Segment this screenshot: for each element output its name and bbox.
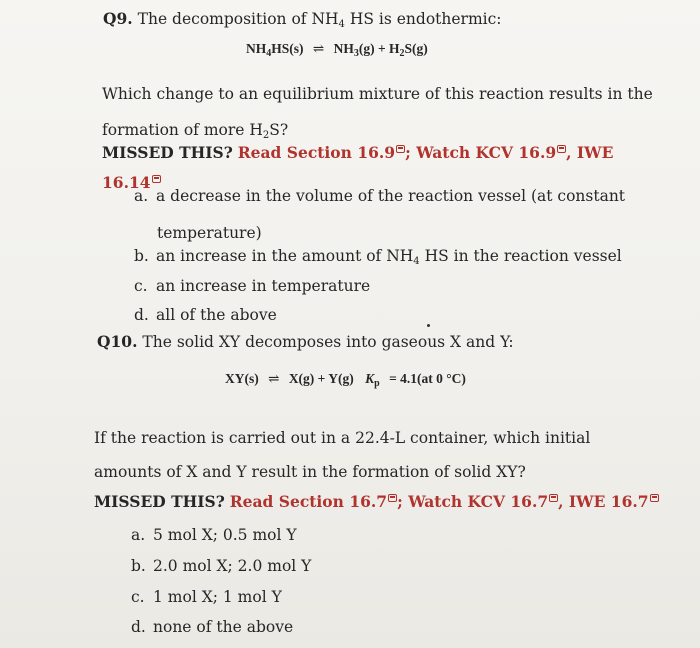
- q9-eq-product1-sub: 3: [353, 48, 359, 59]
- option-label: c.: [131, 588, 145, 606]
- q9-stem-text: The decomposition of NH: [137, 10, 339, 28]
- q9-stem: [103, 9, 502, 30]
- q10-missed-label: MISSED THIS?: [94, 492, 225, 511]
- q9-option-d: [134, 306, 277, 324]
- q10-eq-k-sub: p: [374, 378, 380, 389]
- q10-watch-link[interactable]: [397, 492, 558, 511]
- q9-missed-label: MISSED THIS?: [102, 143, 233, 162]
- q9-read-text: Read Section 16.9: [237, 143, 396, 162]
- option-text: 5 mol X; 0.5 mol Y: [153, 526, 297, 544]
- q10-missed-this: [94, 492, 659, 511]
- q9-equation: [246, 41, 428, 59]
- q9-option-a-cont: temperature): [157, 224, 262, 242]
- media-icon: [396, 145, 405, 153]
- q9-read-link[interactable]: [238, 143, 405, 162]
- q10-option-d: [131, 618, 293, 636]
- option-label: b.: [131, 557, 146, 575]
- q10-stem: [97, 332, 514, 351]
- q9-question-line2-start: formation of more H: [102, 121, 263, 139]
- q10-eq-k-value: = 4.1(at 0 °C): [389, 371, 466, 386]
- q9-question-line2-sub: 2: [262, 130, 270, 141]
- option-text: 1 mol X; 1 mol Y: [153, 588, 282, 606]
- media-icon: [650, 494, 659, 502]
- q10-watch-text: ; Watch KCV 16.7: [397, 492, 549, 511]
- q9-watch-link[interactable]: [405, 143, 566, 162]
- media-icon: [388, 494, 397, 502]
- option-label: d.: [131, 618, 146, 636]
- q10-eq-k: K: [365, 371, 375, 386]
- q9-eq-reactant: NH: [246, 41, 267, 56]
- q10-stem-text: The solid XY decomposes into gaseous X and Y:: [142, 333, 514, 351]
- option-text-end: HS in the reaction vessel: [424, 247, 622, 265]
- option-label: a.: [134, 187, 149, 205]
- option-text: an increase in temperature: [156, 277, 371, 295]
- option-text: all of the above: [156, 306, 277, 324]
- option-label: b.: [134, 247, 149, 265]
- q10-iwe-text: , IWE 16.7: [558, 492, 649, 511]
- q10-option-a: [131, 526, 297, 544]
- q9-eq-product1: NH: [333, 41, 354, 56]
- q9-option-a: [134, 187, 625, 205]
- option-text: an increase in the amount of NH: [156, 247, 414, 265]
- q9-eq-reactant-end: HS(s): [271, 41, 304, 56]
- q9-watch-text: ; Watch KCV 16.9: [405, 143, 557, 162]
- q9-eq-product1-end: (g) + H: [358, 41, 400, 56]
- q10-eq-products: X(g) + Y(g): [288, 371, 354, 386]
- option-sub: 4: [413, 256, 420, 267]
- q10-number: Q10.: [97, 332, 138, 351]
- q9-eq-product2-sub: 2: [399, 48, 405, 59]
- media-icon: [152, 175, 161, 183]
- option-label: a.: [131, 526, 146, 544]
- q9-question-line2: [102, 121, 288, 141]
- option-label: c.: [134, 277, 148, 295]
- q10-iwe-link[interactable]: [558, 492, 658, 511]
- q10-read-link[interactable]: [230, 492, 397, 511]
- q9-option-c: [134, 277, 370, 295]
- q9-stem-end: HS is endothermic:: [349, 10, 502, 28]
- equilibrium-arrow: ⇌: [268, 371, 280, 386]
- q9-number: Q9.: [103, 9, 133, 28]
- media-icon: [549, 494, 558, 502]
- q9-stem-sub: 4: [338, 19, 345, 30]
- q9-missed-this: [102, 143, 613, 162]
- q9-question-line2-end: S?: [269, 121, 289, 139]
- q9-iwe-num: 16.14: [102, 173, 151, 192]
- option-text: 2.0 mol X; 2.0 mol Y: [153, 557, 312, 575]
- q9-iwe-link[interactable]: , IWE: [566, 143, 614, 162]
- equilibrium-arrow: ⇌: [312, 41, 325, 56]
- q9-question-line1: Which change to an equilibrium mixture of this reaction results in the: [102, 85, 653, 103]
- q9-option-b: [134, 247, 622, 267]
- option-text: a decrease in the volume of the reaction vessel (at constant: [156, 187, 626, 205]
- media-icon: [557, 145, 566, 153]
- option-label: d.: [134, 306, 149, 324]
- q10-read-text: Read Section 16.7: [229, 492, 388, 511]
- q10-option-b: [131, 557, 311, 575]
- q9-eq-reactant-sub: 4: [266, 48, 272, 59]
- q10-question-line1: If the reaction is carried out in a 22.4-L container, which initial: [94, 429, 591, 447]
- q10-question-line2: amounts of X and Y result in the formation of solid XY?: [94, 463, 526, 481]
- q9-eq-product2-end: S(g): [404, 41, 428, 56]
- q10-equation: [225, 371, 466, 389]
- speck: [427, 324, 430, 327]
- q10-eq-reactant: XY(s): [225, 371, 259, 386]
- option-text: none of the above: [153, 618, 294, 636]
- q10-option-c: [131, 588, 282, 606]
